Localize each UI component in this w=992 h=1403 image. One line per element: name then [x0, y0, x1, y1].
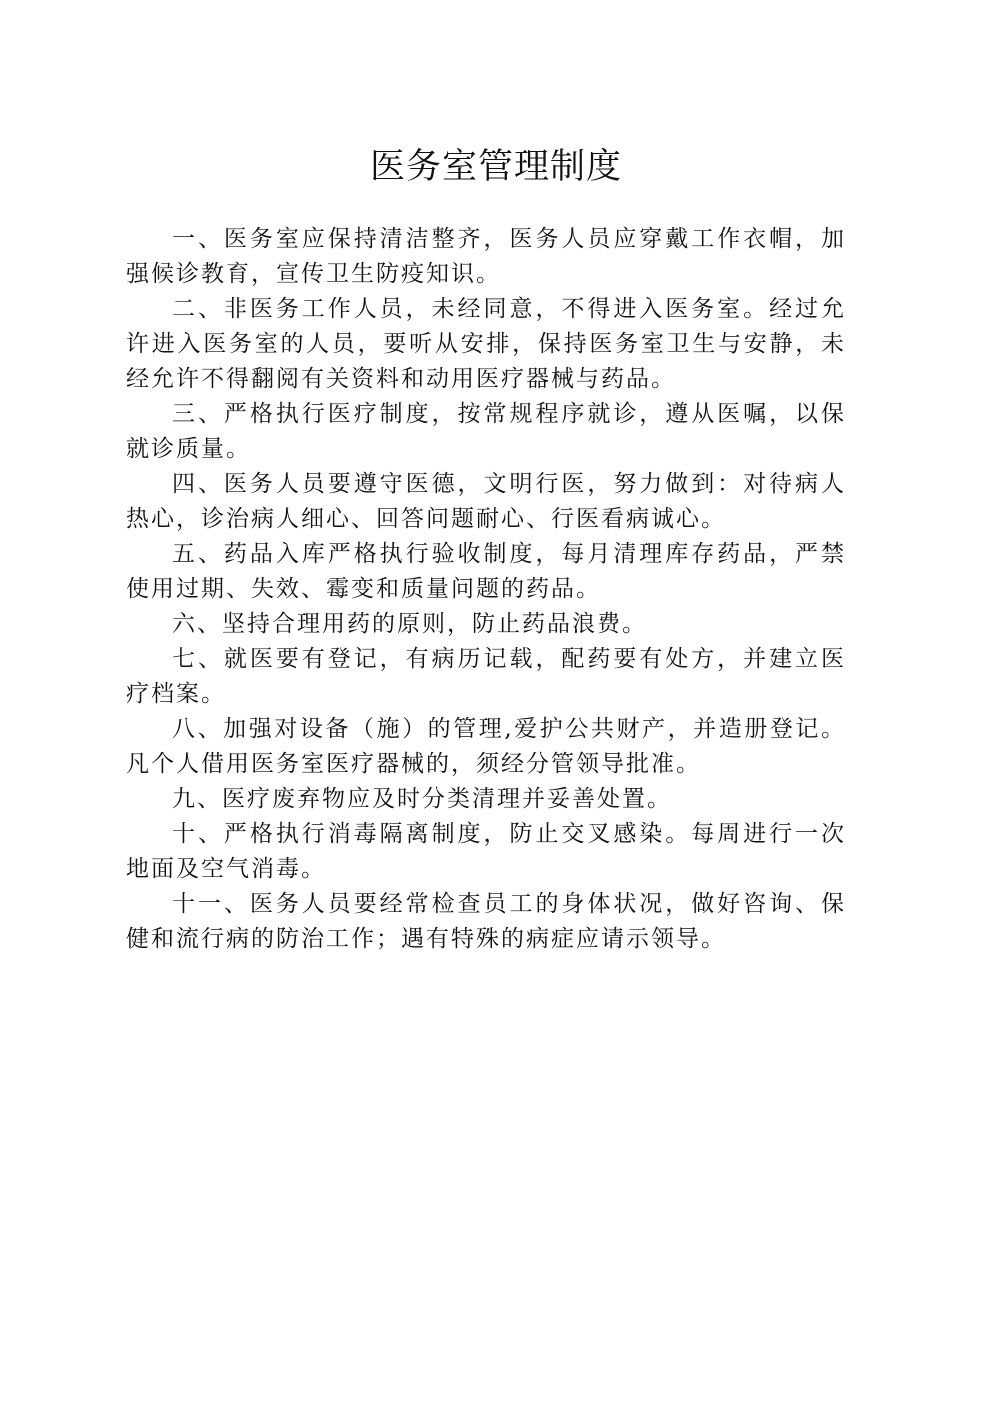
paragraph-10: 十、严格执行消毒隔离制度，防止交叉感染。每周进行一次地面及空气消毒。 — [126, 821, 846, 882]
paragraph-6: 六、坚持合理用药的原则，防止药品浪费。 — [172, 611, 647, 637]
paragraph-4: 四、医务人员要遵守医德，文明行医，努力做到：对待病人热心，诊治病人细心、回答问题耐心、行医看病诚心。 — [126, 471, 846, 532]
paragraph-11: 十一、医务人员要经常检查员工的身体状况，做好咨询、保健和流行病的防治工作；遇有特殊的病症应请示领导。 — [126, 891, 846, 952]
paragraph-5: 五、药品入库严格执行验收制度，每月清理库存药品，严禁使用过期、失效、霉变和质量问题的药品。 — [126, 541, 846, 602]
paragraph-1: 一、医务室应保持清洁整齐，医务人员应穿戴工作衣帽，加强候诊教育，宣传卫生防疫知识。 — [126, 226, 846, 287]
paragraph-8: 八、加强对设备（施）的管理,爱护公共财产，并造册登记。凡个人借用医务室医疗器械的，须经分管领导批准。 — [126, 716, 846, 777]
paragraph-7: 七、就医要有登记，有病历记载，配药要有处方，并建立医疗档案。 — [126, 646, 846, 707]
paragraph-3: 三、严格执行医疗制度，按常规程序就诊，遵从医嘱，以保就诊质量。 — [126, 401, 846, 462]
document-title: 医务室管理制度 — [369, 147, 622, 187]
paragraph-2: 二、非医务工作人员，未经同意，不得进入医务室。经过允许进入医务室的人员，要听从安排，保持医务室卫生与安静，未经允许不得翻阅有关资料和动用医疗器械与药品。 — [126, 296, 846, 392]
paragraph-9: 九、医疗废弃物应及时分类清理并妥善处置。 — [172, 786, 672, 812]
document-body — [126, 222, 846, 957]
